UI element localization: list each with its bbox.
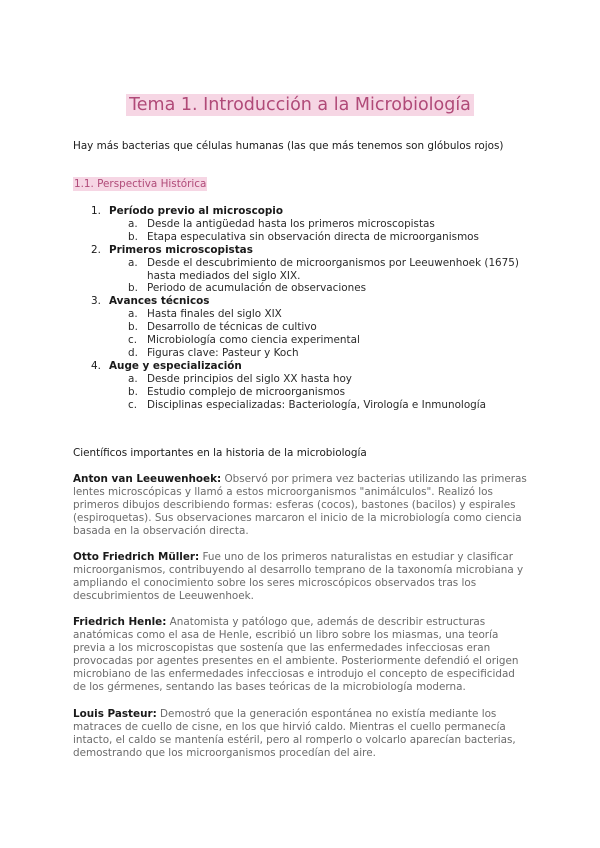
subitem-letter: b. <box>128 282 138 295</box>
subitem-text: Desarrollo de técnicas de cultivo <box>147 321 317 334</box>
scientist-text: Fue uno de los primeros naturalistas en estudiar y clasificar microorganismos, contribuyendo al desarrollo temprano de la taxonomía microbiana y ampliando el conocimiento sobre los seres microscópicos observados tras los descubrimientos de Leeuwenhoek. <box>73 551 524 603</box>
scientist-name: Anton van Leeuwenhoek: <box>73 473 222 485</box>
outline-label: Primeros microscopistas <box>109 243 253 256</box>
intro-text: Hay más bacterias que células humanas (las que más tenemos son glóbulos rojos) <box>73 140 504 152</box>
outline-subitem <box>91 231 531 244</box>
subitem-text: Etapa especulativa sin observación directa de microorganismos <box>147 230 479 243</box>
scientist-text: Demostró que la generación espontánea no existía mediante los matraces de cuello de cisne, en los que hirvió caldo. Mientras el cuello permanecía intacto, el caldo se mantenía estéril, pero al romperlo o volcarlo aparecían bacterias, demostrando que los microorganismos procedían del aire. <box>73 708 516 760</box>
outline-subitem <box>91 321 531 334</box>
section-heading: 1.1. Perspectiva Histórica <box>74 178 207 190</box>
scientist-paragraph <box>73 616 528 695</box>
subitem-text: Desde principios del siglo XX hasta hoy <box>147 372 352 385</box>
outline-number: 3. <box>91 295 101 308</box>
outline-subitem <box>91 386 531 399</box>
outline-subitem <box>91 257 531 283</box>
page-title: Tema 1. Introducción a la Microbiología <box>126 94 474 116</box>
outline-item <box>91 244 531 257</box>
subitem-text: Estudio complejo de microorganismos <box>147 385 345 398</box>
scientist-paragraph <box>73 473 528 538</box>
outline-subitem <box>91 308 531 321</box>
scientist-paragraph <box>73 551 528 603</box>
outline-label: Período previo al microscopio <box>109 205 284 217</box>
outline-item <box>91 360 531 373</box>
outline-subitem <box>91 282 531 295</box>
subitem-letter: b. <box>128 230 138 243</box>
outline-subitem <box>91 218 531 231</box>
scientist-name: Friedrich Henle: <box>73 616 167 628</box>
subitem-letter: c. <box>128 398 138 411</box>
outline-label: Auge y especialización <box>109 359 242 372</box>
subitem-text: Hasta finales del siglo XIX <box>147 308 282 321</box>
subitem-text: Figuras clave: Pasteur y Koch <box>147 346 299 359</box>
subitem-letter: a. <box>128 372 138 385</box>
history-outline <box>91 205 531 412</box>
outline-item <box>91 205 531 218</box>
outline-item <box>91 295 531 308</box>
outline-subitem <box>91 347 531 360</box>
subitem-text: Periodo de acumulación de observaciones <box>147 282 367 295</box>
scientist-name: Otto Friedrich Müller: <box>73 551 200 563</box>
outline-subitem <box>91 334 531 347</box>
subitem-letter: d. <box>128 346 138 359</box>
subitem-letter: a. <box>128 308 138 321</box>
subitem-text: Desde la antigüedad hasta los primeros microscopistas <box>147 217 435 230</box>
scientist-name: Louis Pasteur: <box>73 708 157 720</box>
scientist-text: Observó por primera vez bacterias utilizando las primeras lentes microscópicas y llamó a estos microorganismos "animálculos". Realizó los primeros dibujos describiendo formas: esferas (cocos), bastones (bacilos) y espirales (espiroquetas). Sus observaciones marcaron el inicio de la microbiología como ciencia basada en la observación directa. <box>73 473 527 538</box>
subitem-letter: a. <box>128 217 138 230</box>
outline-number: 1. <box>91 205 101 217</box>
subitem-letter: a. <box>128 256 138 269</box>
outline-subitem <box>91 373 531 386</box>
subitem-text: Disciplinas especializadas: Bacteriología, Virología e Inmunología <box>147 398 487 411</box>
scientists-heading: Científicos importantes en la historia de la microbiología <box>73 447 367 459</box>
outline-label: Avances técnicos <box>109 295 210 308</box>
outline-number: 4. <box>91 359 101 372</box>
subitem-letter: c. <box>128 334 138 347</box>
subitem-letter: b. <box>128 321 138 334</box>
title-wrap <box>0 94 600 116</box>
scientist-paragraph <box>73 708 528 760</box>
subitem-text: Desde el descubrimiento de microorganismos por Leeuwenhoek (1675) hasta mediados del siglo XIX. <box>147 256 519 282</box>
subitem-text: Microbiología como ciencia experimental <box>147 334 360 347</box>
subitem-letter: b. <box>128 385 138 398</box>
scientist-text: Anatomista y patólogo que, además de describir estructuras anatómicas como el asa de Henle, escribió un libro sobre los miasmas, una teoría previa a los microscopistas que sostenía que las enfermedades infecciosas eran provocadas por agentes presentes en el ambiente. Posteriormente defendió el origen microbiano de las enfermedades infecciosas e introdujo el concepto de especificidad de los gérmenes, sentando las bases teóricas de la microbiología moderna. <box>73 616 519 694</box>
outline-subitem <box>91 399 531 412</box>
outline-number: 2. <box>91 243 101 256</box>
